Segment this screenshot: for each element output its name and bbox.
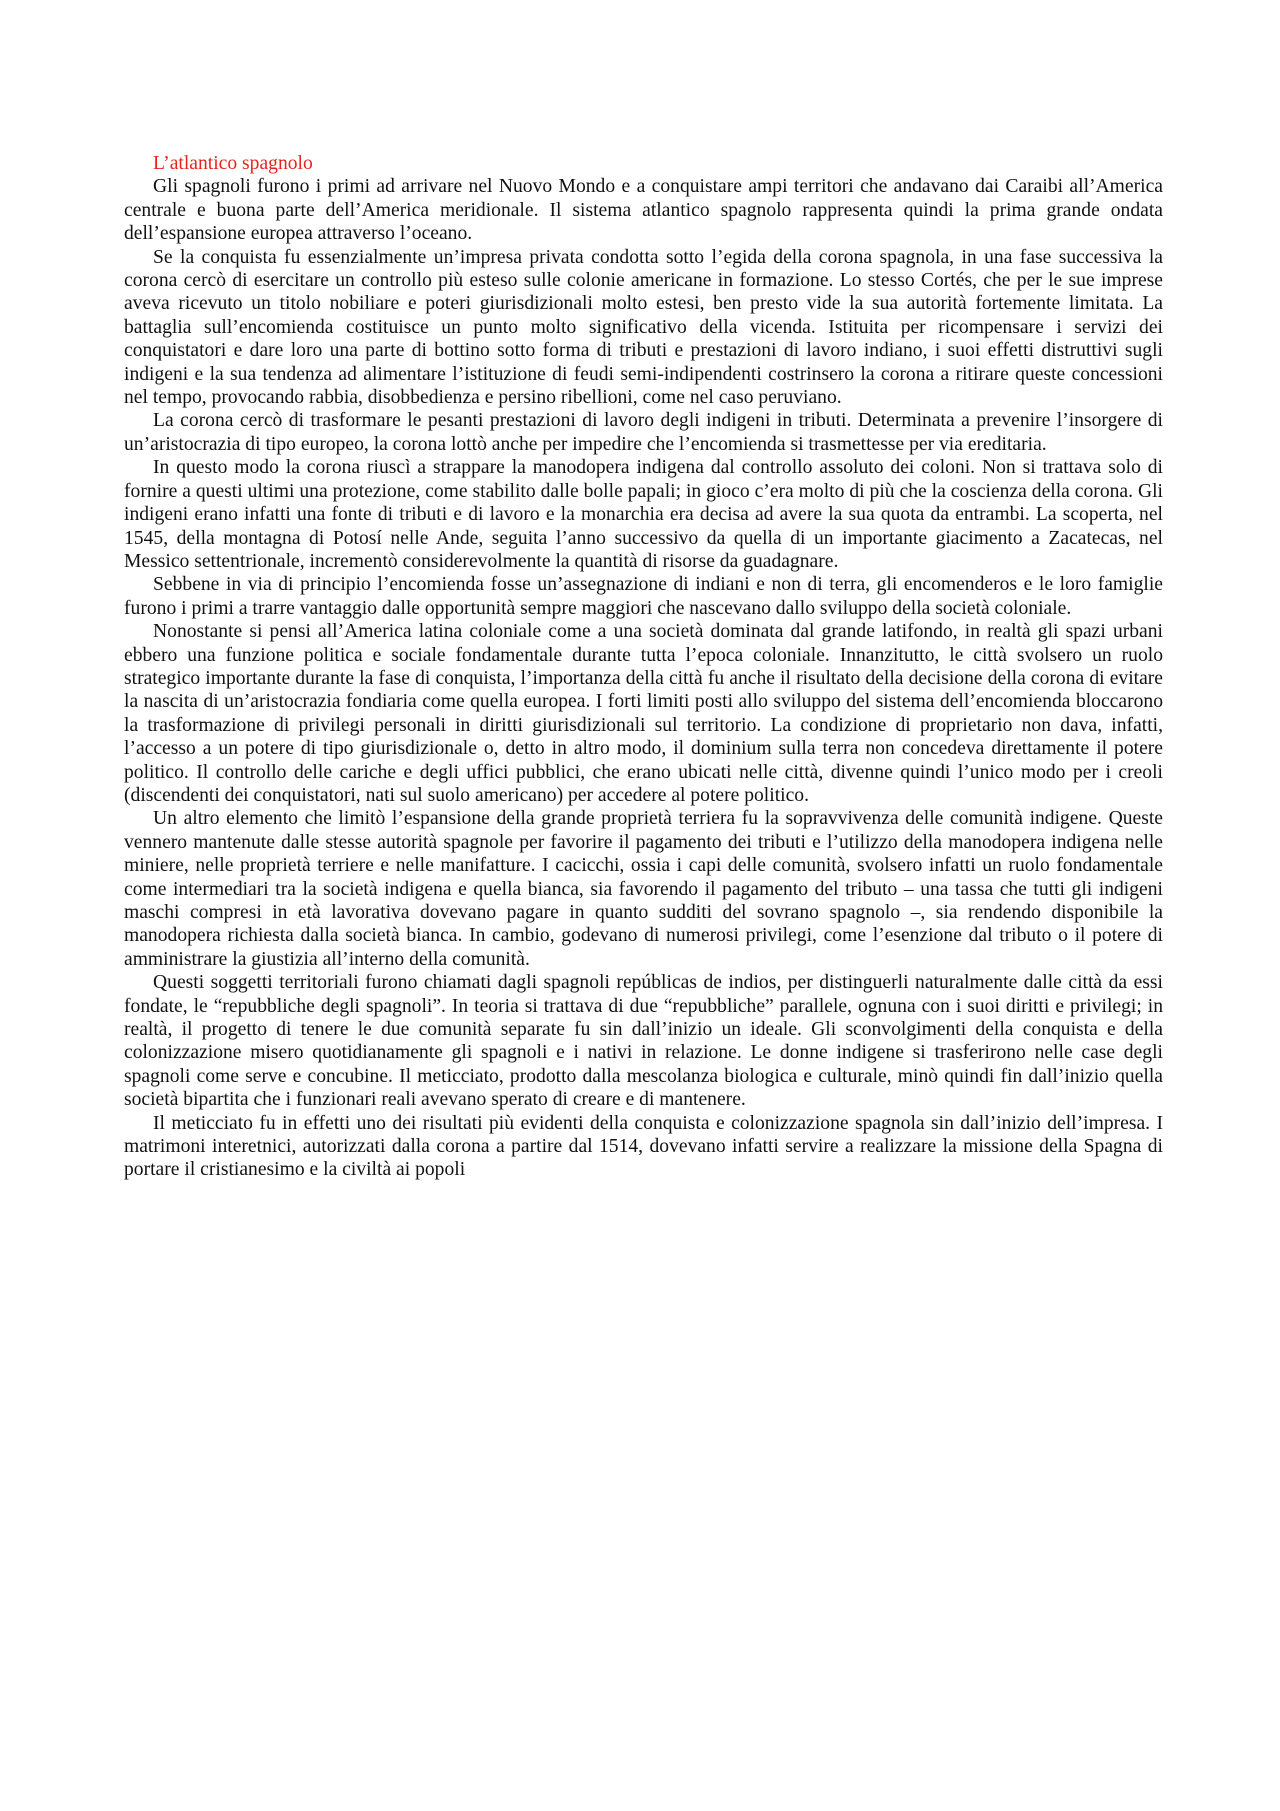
- paragraph-3: La corona cercò di trasformare le pesanti prestazioni di lavoro degli indigeni in tributi. Determinata a prevenire l’insorgere di un’aristocrazia di tipo europeo, la corona lottò anche per impedire che l’encomienda si trasmettesse per via ereditaria.: [124, 410, 1163, 455]
- paragraph-1: Gli spagnoli furono i primi ad arrivare nel Nuovo Mondo e a conquistare ampi territori che andavano dai Caraibi all’America centrale e buona parte dell’America meridionale. Il sistema atlantico spagnolo rappresenta quindi la prima grande ondata dell’espansione europea attraverso l’oceano.: [124, 176, 1163, 245]
- paragraph-4: In questo modo la corona riuscì a strappare la manodopera indigena dal controllo assoluto dei coloni. Non si trattava solo di fornire a questi ultimi una protezione, come stabilito dalle bolle papali; in gioco c’era molto di più che la coscienza della corona. Gli indigeni erano infatti una fonte di tributi e di lavoro e la monarchia era decisa ad avere la sua quota da entrambi. La scoperta, nel 1545, della montagna di Potosí nelle Ande, seguita l’anno successivo da quella di un importante giacimento a Zacatecas, nel Messico settentrionale, incrementò considerevolmente la quantità di risorse da guadagnare.: [124, 457, 1163, 572]
- paragraph-6: Nonostante si pensi all’America latina coloniale come a una società dominata dal grande latifondo, in realtà gli spazi urbani ebbero una funzione politica e sociale fondamentale durante tutta l’epoca coloniale. Innanzitutto, le città svolsero un ruolo strategico importante durante la fase di conquista, l’importanza della città fu anche il risultato della decisione della corona di evitare la nascita di un’aristocrazia fondiaria come quella europea. I forti limiti posti allo sviluppo del sistema dell’encomienda bloccarono la trasformazione di privilegi personali in diritti giurisdizionali sul territorio. La condizione di proprietario non dava, infatti, l’accesso a un potere di tipo giurisdizionale o, detto in altro modo, il dominium sulla terra non concedeva direttamente il potere politico. Il controllo delle cariche e degli uffici pubblici, che erano ubicati nelle città, divenne quindi l’unico modo per i creoli (discendenti dei conquistatori, nati sul suolo americano) per accedere al potere politico.: [124, 621, 1163, 806]
- paragraph-7: Un altro elemento che limitò l’espansione della grande proprietà terriera fu la sopravvivenza delle comunità indigene. Queste vennero mantenute dalle stesse autorità spagnole per favorire il pagamento dei tributi e l’utilizzo della manodopera indigena nelle miniere, nelle proprietà terriere e nelle manifatture. I cacicchi, ossia i capi delle comunità, svolsero infatti un ruolo fondamentale come intermediari tra la società indigena e quella bianca, sia favorendo il pagamento del tributo – una tassa che tutti gli indigeni maschi compresi in età lavorativa dovevano pagare in quanto sudditi del sovrano spagnolo –, sia rendendo disponibile la manodopera richiesta dalla società bianca. In cambio, godevano di numerosi privilegi, come l’esenzione dal tributo o il potere di amministrare la giustizia all’interno della comunità.: [124, 808, 1163, 970]
- document-page: [124, 152, 1163, 1182]
- paragraph-8: Questi soggetti territoriali furono chiamati dagli spagnoli repúblicas de indios, per distinguerli naturalmente dalle città da essi fondate, le “repubbliche degli spagnoli”. In teoria si trattava di due “repubbliche” parallele, ognuna con i suoi diritti e privilegi; in realtà, il progetto di tenere le due comunità separate fu sin dall’inizio un ideale. Gli sconvolgimenti della conquista e della colonizzazione misero quotidianamente gli spagnoli e i nativi in relazione. Le donne indigene si trasferirono nelle case degli spagnoli come serve e concubine. Il meticciato, prodotto dalla mescolanza biologica e culturale, minò quindi fin dall’inizio quella società bipartita che i funzionari reali avevano sperato di creare e di mantenere.: [124, 972, 1163, 1111]
- section-title: L’atlantico spagnolo: [153, 153, 313, 174]
- paragraph-5: Sebbene in via di principio l’encomienda fosse un’assegnazione di indiani e non di terra, gli encomenderos e le loro famiglie furono i primi a trarre vantaggio dalle opportunità sempre maggiori che nascevano dallo sviluppo della società coloniale.: [124, 574, 1163, 619]
- paragraph-9: Il meticciato fu in effetti uno dei risultati più evidenti della conquista e colonizzazione spagnola sin dall’inizio dell’impresa. I matrimoni interetnici, autorizzati dalla corona a partire dal 1514, dovevano infatti servire a realizzare la missione della Spagna di portare il cristianesimo e la civiltà ai popoli: [124, 1112, 1163, 1181]
- paragraph-2: Se la conquista fu essenzialmente un’impresa privata condotta sotto l’egida della corona spagnola, in una fase successiva la corona cercò di esercitare un controllo più esteso sulle colonie americane in formazione. Lo stesso Cortés, che per le sue imprese aveva ricevuto un titolo nobiliare e poteri giurisdizionali molto estesi, ben presto vide la sua autorità fortemente limitata. La battaglia sull’encomienda costituisce un punto molto significativo della vicenda. Istituita per ricompensare i servizi dei conquistatori e dare loro una parte di bottino sotto forma di tributi e prestazioni di lavoro indiano, i suoi effetti distruttivi sugli indigeni e la sua tendenza ad alimentare l’istituzione di feudi semi-indipendenti costrinsero la corona a ritirare queste concessioni nel tempo, provocando rabbia, disobbedienza e persino ribellioni, come nel caso peruviano.: [124, 246, 1163, 409]
